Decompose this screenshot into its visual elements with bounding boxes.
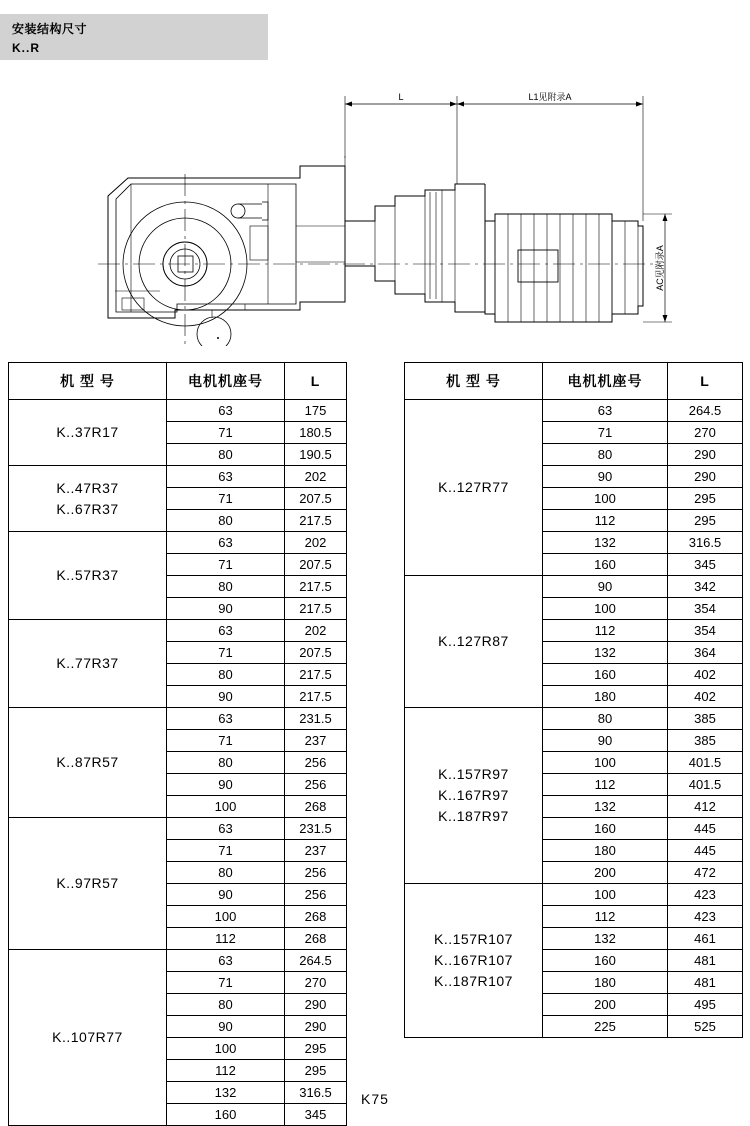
table-header-row	[405, 363, 743, 400]
frame-size-cell: 180	[543, 840, 668, 862]
length-value-cell: 295	[285, 1038, 347, 1060]
frame-size-cell: 132	[543, 642, 668, 664]
right-table-body	[405, 400, 743, 1038]
frame-size-cell: 132	[543, 532, 668, 554]
dimension-label-l: L	[398, 92, 404, 102]
frame-size-cell: 80	[543, 708, 668, 730]
length-value-cell: 202	[285, 532, 347, 554]
length-value-cell: 290	[668, 444, 743, 466]
header-model: 机 型 号	[9, 363, 167, 400]
frame-size-cell: 63	[543, 400, 668, 422]
length-value-cell: 316.5	[285, 1082, 347, 1104]
model-name: K..127R87	[438, 633, 509, 649]
frame-size-cell: 80	[167, 576, 285, 598]
model-name: K..157R107	[434, 931, 513, 947]
frame-size-cell: 90	[167, 884, 285, 906]
frame-size-cell: 63	[167, 818, 285, 840]
frame-size-cell: 80	[167, 664, 285, 686]
length-value-cell: 345	[285, 1104, 347, 1126]
frame-size-cell: 100	[167, 796, 285, 818]
length-value-cell: 237	[285, 840, 347, 862]
length-value-cell: 217.5	[285, 598, 347, 620]
table-row	[9, 950, 347, 972]
model-cell	[9, 466, 167, 532]
length-value-cell: 237	[285, 730, 347, 752]
frame-size-cell: 160	[543, 554, 668, 576]
frame-size-cell: 90	[167, 686, 285, 708]
table-row	[9, 708, 347, 730]
header-model: 机 型 号	[405, 363, 543, 400]
length-value-cell: 290	[285, 1016, 347, 1038]
model-name: K..127R77	[438, 479, 509, 495]
length-value-cell: 207.5	[285, 554, 347, 576]
frame-size-cell: 71	[167, 488, 285, 510]
model-cell	[405, 884, 543, 1038]
table-row	[9, 818, 347, 840]
length-value-cell: 402	[668, 664, 743, 686]
model-name: K..97R57	[56, 875, 119, 891]
length-value-cell: 481	[668, 972, 743, 994]
length-value-cell: 525	[668, 1016, 743, 1038]
length-value-cell: 495	[668, 994, 743, 1016]
frame-size-cell: 112	[543, 906, 668, 928]
length-value-cell: 175	[285, 400, 347, 422]
model-name: K..187R97	[438, 808, 509, 824]
table-row	[405, 576, 743, 598]
length-value-cell: 445	[668, 818, 743, 840]
model-cell	[9, 708, 167, 818]
table-row	[9, 466, 347, 488]
frame-size-cell: 160	[167, 1104, 285, 1126]
length-value-cell: 202	[285, 466, 347, 488]
model-name: K..87R57	[56, 754, 119, 770]
frame-size-cell: 63	[167, 950, 285, 972]
length-value-cell: 190.5	[285, 444, 347, 466]
frame-size-cell: 112	[167, 928, 285, 950]
frame-size-cell: 71	[167, 840, 285, 862]
frame-size-cell: 71	[167, 422, 285, 444]
frame-size-cell: 112	[167, 1060, 285, 1082]
header-l: L	[668, 363, 743, 400]
model-cell	[405, 576, 543, 708]
model-name: K..167R107	[434, 952, 513, 968]
length-value-cell: 295	[668, 488, 743, 510]
frame-size-cell: 100	[543, 598, 668, 620]
length-value-cell: 217.5	[285, 664, 347, 686]
length-value-cell: 290	[285, 994, 347, 1016]
frame-size-cell: 160	[543, 950, 668, 972]
length-value-cell: 401.5	[668, 752, 743, 774]
length-value-cell: 461	[668, 928, 743, 950]
dimension-label-ac: AC见附录A	[655, 245, 665, 291]
model-cell	[405, 400, 543, 576]
dimension-label-l1: L1见附录A	[528, 92, 572, 102]
frame-size-cell: 180	[543, 686, 668, 708]
frame-size-cell: 200	[543, 994, 668, 1016]
model-name: K..47R37	[56, 479, 119, 496]
length-value-cell: 354	[668, 598, 743, 620]
frame-size-cell: 225	[543, 1016, 668, 1038]
length-value-cell: 217.5	[285, 510, 347, 532]
length-value-cell: 345	[668, 554, 743, 576]
length-value-cell: 290	[668, 466, 743, 488]
frame-size-cell: 132	[543, 796, 668, 818]
length-value-cell: 364	[668, 642, 743, 664]
length-value-cell: 423	[668, 884, 743, 906]
page-number: K75	[361, 1091, 389, 1107]
length-value-cell: 295	[285, 1060, 347, 1082]
frame-size-cell: 160	[543, 664, 668, 686]
length-value-cell: 231.5	[285, 708, 347, 730]
right-dimension-table	[404, 362, 743, 1038]
length-value-cell: 264.5	[668, 400, 743, 422]
frame-size-cell: 71	[543, 422, 668, 444]
header-l: L	[285, 363, 347, 400]
frame-size-cell: 200	[543, 862, 668, 884]
length-value-cell: 256	[285, 862, 347, 884]
technical-drawing	[0, 66, 750, 346]
length-value-cell: 401.5	[668, 774, 743, 796]
model-name: K..167R97	[438, 787, 509, 803]
model-name: K..157R97	[438, 766, 509, 782]
length-value-cell: 270	[668, 422, 743, 444]
frame-size-cell: 80	[167, 444, 285, 466]
length-value-cell: 256	[285, 884, 347, 906]
frame-size-cell: 63	[167, 466, 285, 488]
length-value-cell: 268	[285, 796, 347, 818]
length-value-cell: 180.5	[285, 422, 347, 444]
model-name: K..57R37	[56, 567, 119, 583]
table-row	[9, 400, 347, 422]
page-subtitle: K..R	[12, 41, 40, 55]
left-dimension-table	[8, 362, 347, 1126]
frame-size-cell: 132	[167, 1082, 285, 1104]
length-value-cell: 268	[285, 928, 347, 950]
frame-size-cell: 160	[543, 818, 668, 840]
frame-size-cell: 112	[543, 620, 668, 642]
frame-size-cell: 80	[167, 510, 285, 532]
frame-size-cell: 71	[167, 730, 285, 752]
frame-size-cell: 100	[543, 884, 668, 906]
length-value-cell: 342	[668, 576, 743, 598]
length-value-cell: 256	[285, 774, 347, 796]
length-value-cell: 481	[668, 950, 743, 972]
model-cell	[9, 818, 167, 950]
frame-size-cell: 80	[167, 862, 285, 884]
model-name: K..77R37	[56, 655, 119, 671]
frame-size-cell: 112	[543, 510, 668, 532]
frame-size-cell: 100	[543, 488, 668, 510]
model-name: K..107R77	[52, 1029, 123, 1045]
model-name: K..37R17	[56, 424, 119, 440]
length-value-cell: 207.5	[285, 488, 347, 510]
length-value-cell: 295	[668, 510, 743, 532]
frame-size-cell: 80	[543, 444, 668, 466]
frame-size-cell: 71	[167, 642, 285, 664]
table-row	[405, 708, 743, 730]
length-value-cell: 270	[285, 972, 347, 994]
frame-size-cell: 180	[543, 972, 668, 994]
model-cell	[9, 532, 167, 620]
header-frame: 电机机座号	[543, 363, 668, 400]
page-title: 安装结构尺寸	[12, 22, 88, 36]
frame-size-cell: 63	[167, 400, 285, 422]
length-value-cell: 264.5	[285, 950, 347, 972]
model-name: K..67R37	[56, 500, 119, 517]
length-value-cell: 385	[668, 730, 743, 752]
model-cell	[9, 400, 167, 466]
length-value-cell: 268	[285, 906, 347, 928]
table-row	[405, 884, 743, 906]
length-value-cell: 202	[285, 620, 347, 642]
frame-size-cell: 90	[167, 1016, 285, 1038]
frame-size-cell: 90	[167, 598, 285, 620]
frame-size-cell: 63	[167, 532, 285, 554]
length-value-cell: 217.5	[285, 576, 347, 598]
length-value-cell: 412	[668, 796, 743, 818]
frame-size-cell: 90	[543, 576, 668, 598]
frame-size-cell: 112	[543, 774, 668, 796]
length-value-cell: 207.5	[285, 642, 347, 664]
length-value-cell: 445	[668, 840, 743, 862]
length-value-cell: 217.5	[285, 686, 347, 708]
length-value-cell: 256	[285, 752, 347, 774]
frame-size-cell: 90	[167, 774, 285, 796]
frame-size-cell: 80	[167, 752, 285, 774]
frame-size-cell: 71	[167, 554, 285, 576]
frame-size-cell: 100	[167, 1038, 285, 1060]
table-header-row	[9, 363, 347, 400]
length-value-cell: 402	[668, 686, 743, 708]
left-table-body	[9, 400, 347, 1126]
length-value-cell: 316.5	[668, 532, 743, 554]
frame-size-cell: 100	[167, 906, 285, 928]
model-cell	[405, 708, 543, 884]
length-value-cell: 385	[668, 708, 743, 730]
frame-size-cell: 132	[543, 928, 668, 950]
length-value-cell: 231.5	[285, 818, 347, 840]
frame-size-cell: 63	[167, 708, 285, 730]
frame-size-cell: 71	[167, 972, 285, 994]
header-frame: 电机机座号	[167, 363, 285, 400]
length-value-cell: 354	[668, 620, 743, 642]
model-cell	[9, 620, 167, 708]
length-value-cell: 472	[668, 862, 743, 884]
frame-size-cell: 100	[543, 752, 668, 774]
length-value-cell: 423	[668, 906, 743, 928]
frame-size-cell: 90	[543, 730, 668, 752]
table-row	[405, 400, 743, 422]
table-row	[9, 620, 347, 642]
model-name: K..187R107	[434, 973, 513, 989]
frame-size-cell: 90	[543, 466, 668, 488]
table-row	[9, 532, 347, 554]
frame-size-cell: 80	[167, 994, 285, 1016]
frame-size-cell: 63	[167, 620, 285, 642]
